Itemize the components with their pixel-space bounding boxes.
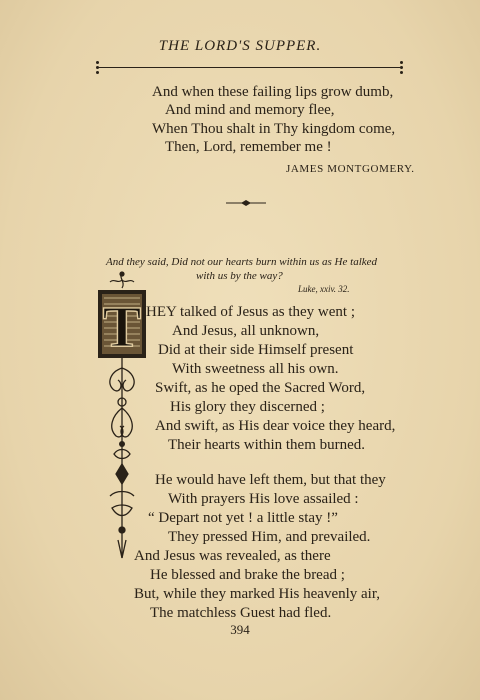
poem2-line: He blessed and brake the bread ; (150, 567, 345, 583)
poem2-line: But, while they marked His heavenly air, (134, 586, 380, 602)
poem2-line: And Jesus, all unknown, (172, 323, 320, 339)
poem2-line: “ Depart not yet ! a little stay !” (148, 510, 338, 526)
decorative-drop-cap (92, 268, 152, 568)
running-title: THE LORD'S SUPPER. (158, 38, 322, 54)
page-number: 394 (230, 622, 250, 637)
poem1-author: JAMES MONTGOMERY. (286, 163, 415, 175)
poem2-line: His glory they discerned ; (170, 399, 325, 415)
poem2-line: With prayers His love assailed : (168, 491, 359, 507)
rule-ornament-left (94, 60, 100, 76)
header-rule (98, 67, 400, 68)
poem2-line: And Jesus was revealed, as there (134, 548, 331, 564)
poem2-line: He would have left them, but that they (155, 472, 386, 488)
poem2-line: They pressed Him, and prevailed. (168, 529, 371, 545)
rule-ornament-right (398, 60, 404, 76)
poem2-line: Their hearts within them burned. (168, 437, 366, 453)
poem2-line: Did at their side Himself present (158, 342, 354, 358)
poem1-line: And when these failing lips grow dumb, (152, 84, 394, 100)
epigraph-line: with us by the way? (196, 270, 283, 282)
poem2-line: And swift, as His dear voice they heard, (155, 418, 396, 434)
drop-cap-letter: T (102, 294, 142, 359)
poem2-line: The matchless Guest had fled. (150, 605, 332, 621)
poem1-line: When Thou shalt in Thy kingdom come, (152, 121, 396, 137)
poem1-line: Then, Lord, remember me ! (165, 139, 332, 155)
poem1-line: And mind and memory flee, (165, 102, 335, 118)
section-divider-ornament (226, 200, 266, 206)
epigraph-line: And they said, Did not our hearts burn within us as He talked (106, 256, 378, 268)
poem2-line: HEY talked of Jesus as they went ; (146, 304, 355, 320)
poem2-line: Swift, as he oped the Sacred Word, (155, 380, 366, 396)
poem2-line: With sweetness all his own. (172, 361, 339, 377)
epigraph-reference: Luke, xxiv. 32. (298, 284, 350, 294)
